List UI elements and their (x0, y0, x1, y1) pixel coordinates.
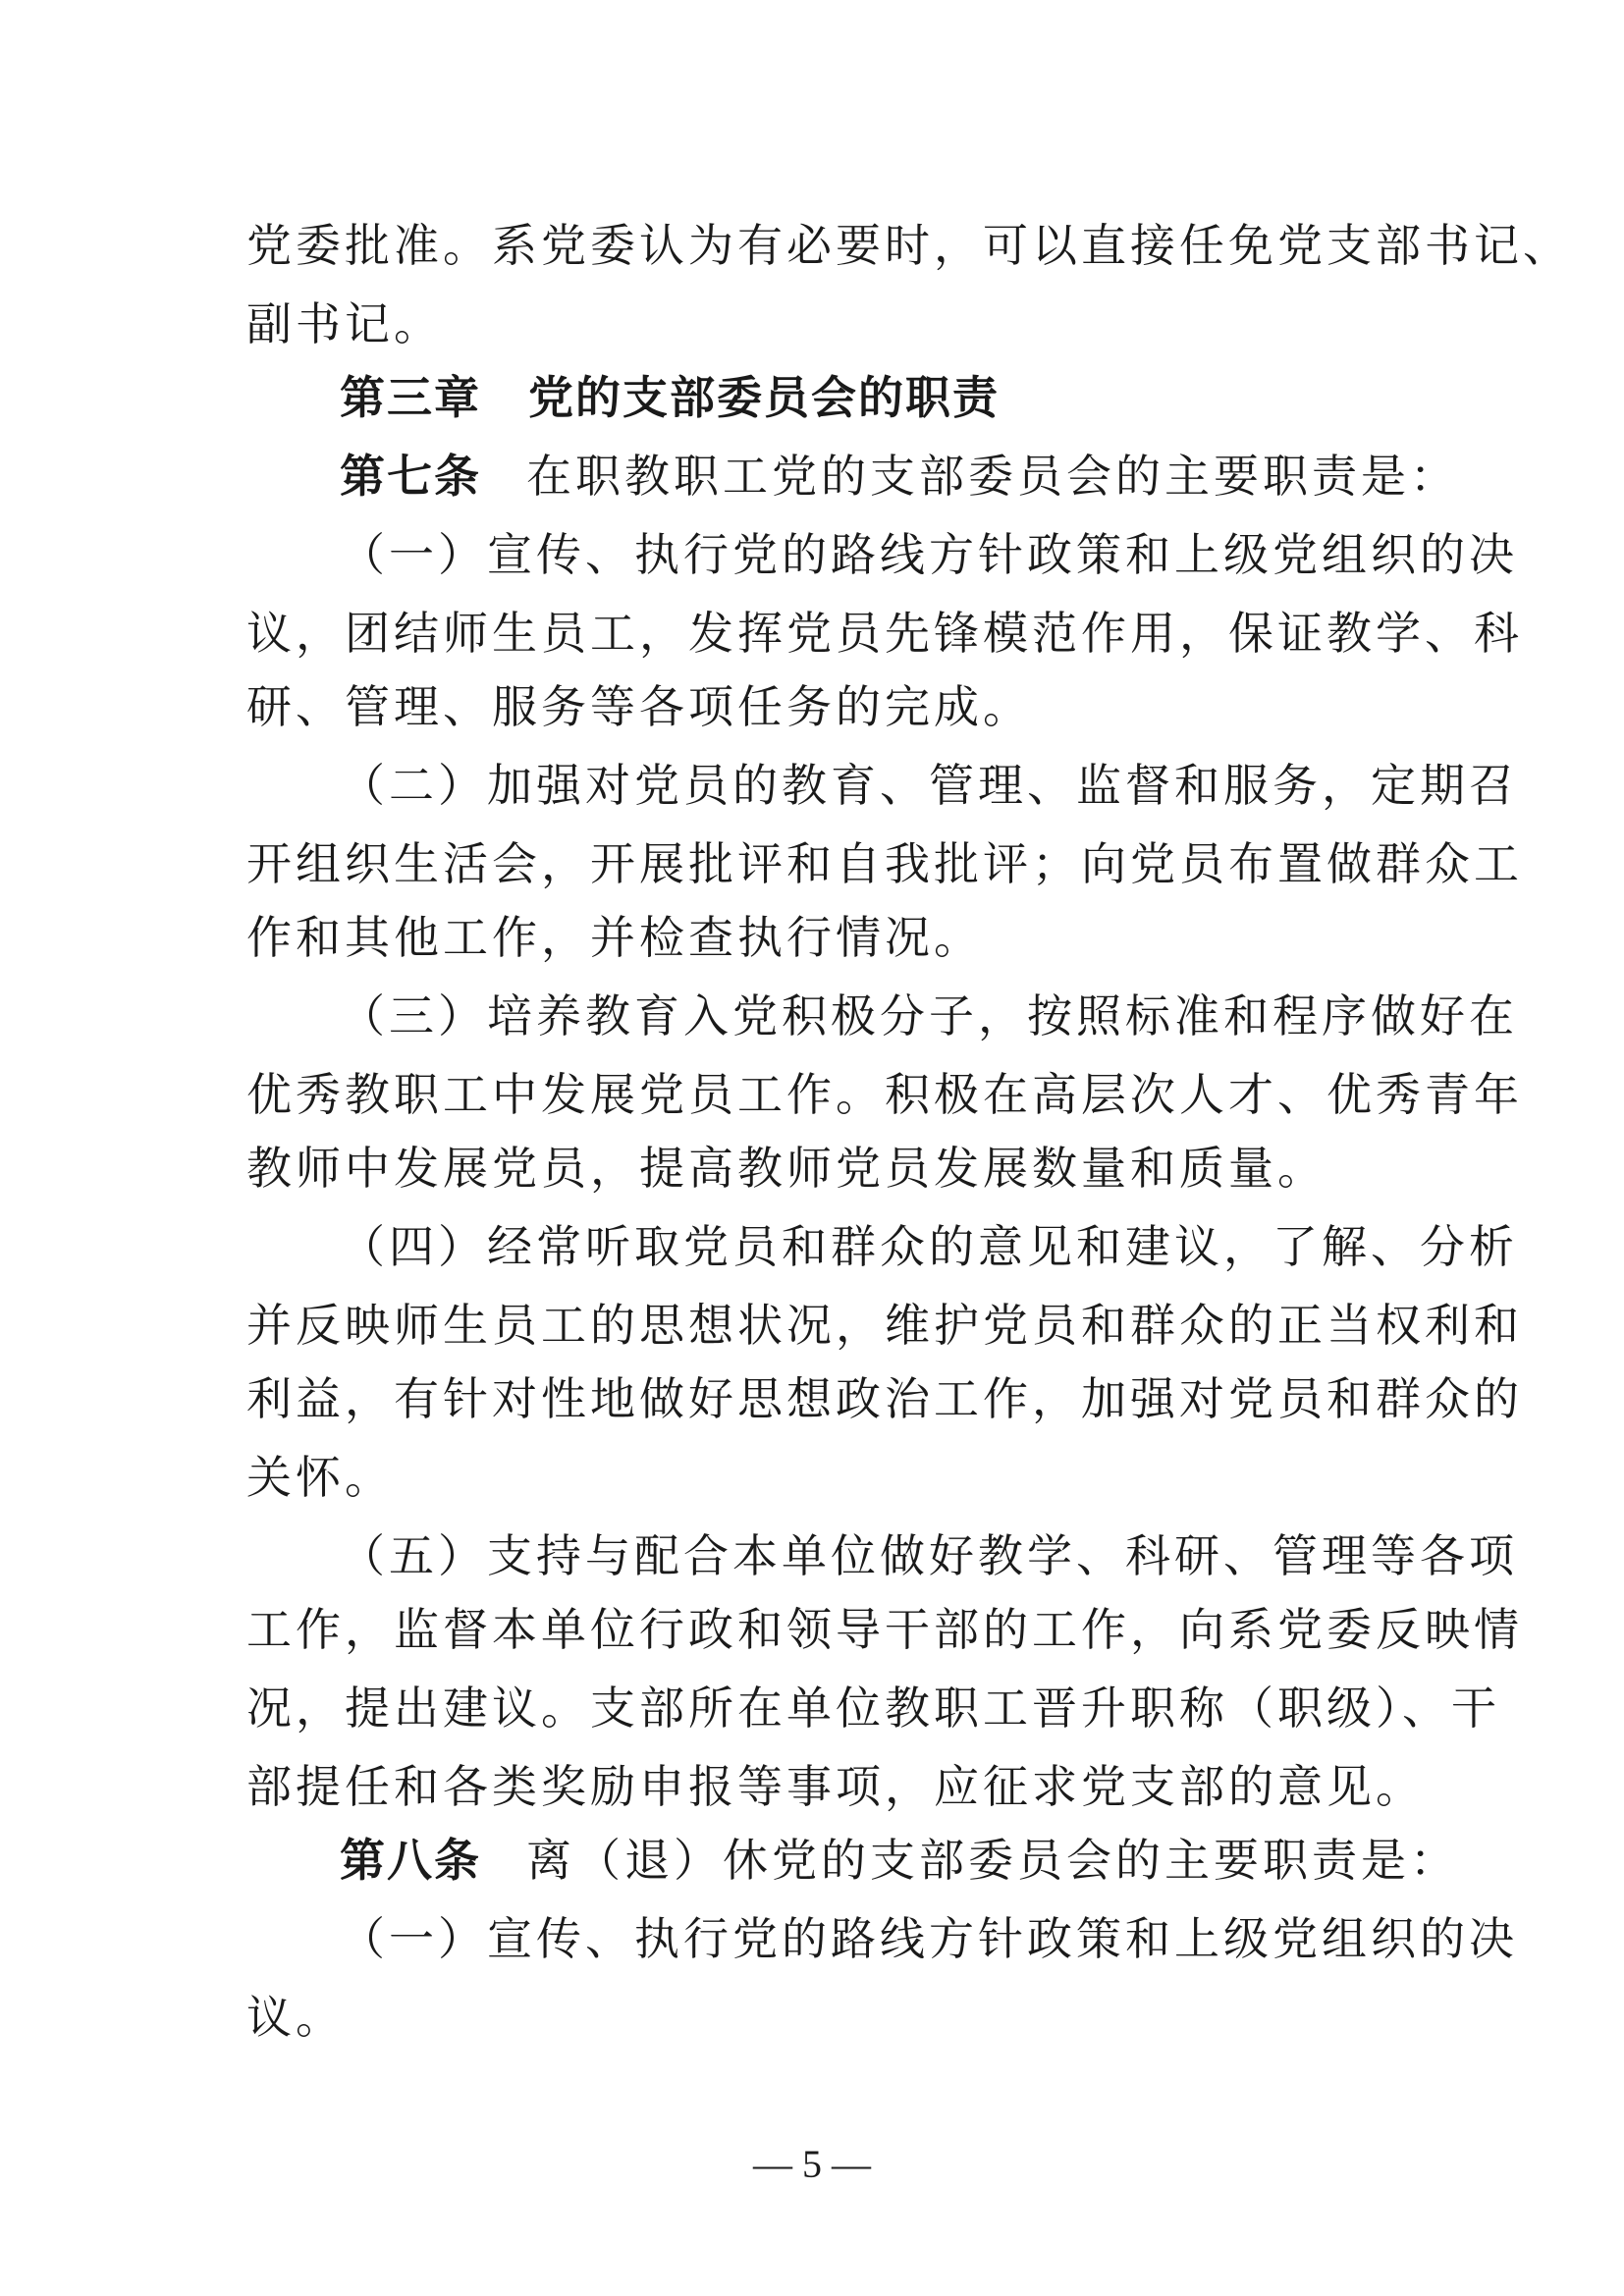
text-line: （一）宣传、执行党的路线方针政策和上级党组织的决 (340, 1912, 1518, 1965)
text-line: 研、管理、服务等各项任务的完成。 (246, 680, 1032, 733)
text-line: 开组织生活会，开展批评和自我批评；向党员布置做群众工 (246, 837, 1523, 890)
text-line: 利益，有针对性地做好思想政治工作，加强对党员和群众的 (246, 1372, 1523, 1425)
text-line: 议。 (246, 1991, 345, 2044)
article-7-heading (0, 447, 1624, 506)
text-line: 关怀。 (246, 1451, 394, 1504)
text-line: 工作，监督本单位行政和领导干部的工作，向系党委反映情 (246, 1603, 1523, 1656)
text-line: 党委批准。系党委认为有必要时，可以直接任免党支部书记、 (246, 219, 1572, 272)
article-label: 第七条 (340, 450, 481, 503)
text-line: （一）宣传、执行党的路线方针政策和上级党组织的决 (340, 528, 1518, 581)
chapter-heading: 第三章 党的支部委员会的职责 (340, 371, 1000, 424)
text-line: （五）支持与配合本单位做好教学、科研、管理等各项 (340, 1529, 1518, 1582)
text-line: 教师中发展党员，提高教师党员发展数量和质量。 (246, 1142, 1326, 1195)
text-line: （二）加强对党员的教育、管理、监督和服务，定期召 (340, 759, 1518, 812)
text-line: 并反映师生员工的思想状况，维护党员和群众的正当权利和 (246, 1299, 1523, 1352)
text-line: 议，团结师生员工，发挥党员先锋模范作用，保证教学、科 (246, 607, 1523, 660)
text-line: 况，提出建议。支部所在单位教职工晋升职称（职级）、干 (246, 1682, 1500, 1735)
text-line: 部提任和各类奖励申报等事项，应征求党支部的意见。 (246, 1760, 1425, 1813)
text-line: 副书记。 (246, 297, 443, 350)
text-line: （三）培养教育入党积极分子，按照标准和程序做好在 (340, 989, 1518, 1042)
article-text: 离（退）休党的支部委员会的主要职责是： (526, 1834, 1459, 1887)
text-line: 作和其他工作，并检查执行情况。 (246, 911, 983, 964)
article-label: 第八条 (340, 1834, 481, 1887)
article-text: 在职教职工党的支部委员会的主要职责是： (526, 450, 1459, 503)
text-line: 优秀教职工中发展党员工作。积极在高层次人才、优秀青年 (246, 1068, 1523, 1121)
article-8-heading (0, 1831, 1624, 1890)
page-number: — 5 — (753, 2142, 871, 2186)
text-line: （四）经常听取党员和群众的意见和建议，了解、分析 (340, 1220, 1518, 1273)
